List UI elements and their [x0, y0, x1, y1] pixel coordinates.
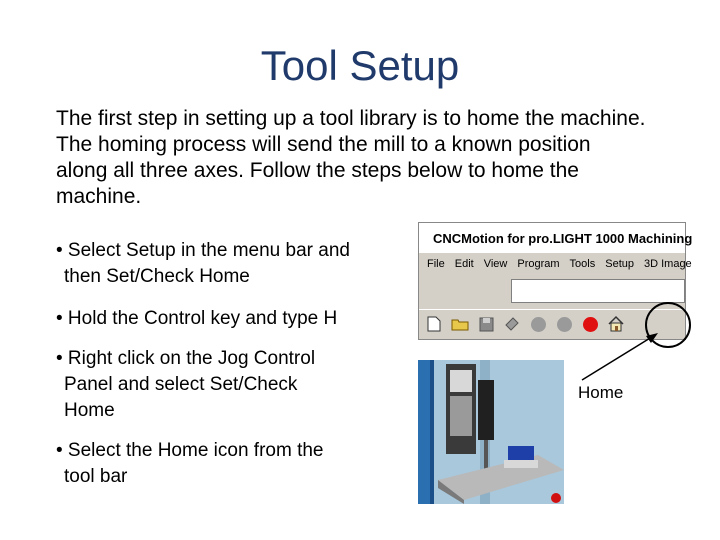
bullet-3-line1: • Right click on the Jog Control	[56, 348, 316, 369]
bullet-1-line1: • Select Setup in the menu bar and	[56, 240, 350, 261]
save-icon[interactable]	[477, 315, 495, 333]
intro-text: The first step in setting up a tool library is to home the machine. The homing process will send the mill to a known position along all three axes. Follow the steps below to home the machine.	[56, 107, 646, 208]
home-icon-highlight-circle	[645, 302, 691, 348]
red-circle-icon[interactable]	[581, 315, 599, 333]
bullet-4-line2: tool bar	[64, 466, 128, 487]
menu-setup[interactable]: Setup	[605, 258, 634, 270]
menu-program[interactable]: Program	[517, 258, 560, 270]
menu-3d-image[interactable]: 3D Image	[643, 258, 692, 270]
bullet-3-line2: Panel and select Set/Check	[64, 374, 298, 395]
window-title: CNCMotion for pro.LIGHT 1000 Machining	[433, 230, 693, 246]
bullet-1	[56, 238, 350, 290]
tool-icon[interactable]	[503, 315, 521, 333]
cnc-mill-render	[418, 360, 564, 504]
bullet-3-line3: Home	[64, 400, 115, 421]
bullet-2-line1: • Hold the Control key and type H	[56, 308, 338, 329]
menu-view[interactable]: View	[483, 258, 508, 270]
command-row	[425, 279, 685, 305]
new-file-icon[interactable]	[425, 315, 443, 333]
bullet-3	[56, 346, 315, 424]
bullet-4	[56, 438, 324, 490]
menu-tools[interactable]: Tools	[569, 258, 596, 270]
slide-title: Tool Setup	[260, 42, 460, 89]
open-folder-icon[interactable]	[451, 315, 469, 333]
window-titlebar	[419, 223, 693, 253]
menu-file[interactable]: File	[427, 258, 445, 270]
gray-circle-icon[interactable]	[555, 315, 573, 333]
home-callout-label: Home	[578, 383, 624, 402]
home-icon[interactable]	[607, 315, 625, 333]
gray-circle-icon[interactable]	[529, 315, 547, 333]
bullet-2	[56, 306, 337, 332]
toolbar-divider	[419, 309, 685, 310]
bullet-4-line1: • Select the Home icon from the	[56, 440, 324, 461]
command-field[interactable]	[511, 279, 685, 303]
menu-edit[interactable]: Edit	[454, 258, 474, 270]
bullet-1-line2: then Set/Check Home	[64, 266, 250, 287]
menu-bar	[419, 253, 692, 275]
